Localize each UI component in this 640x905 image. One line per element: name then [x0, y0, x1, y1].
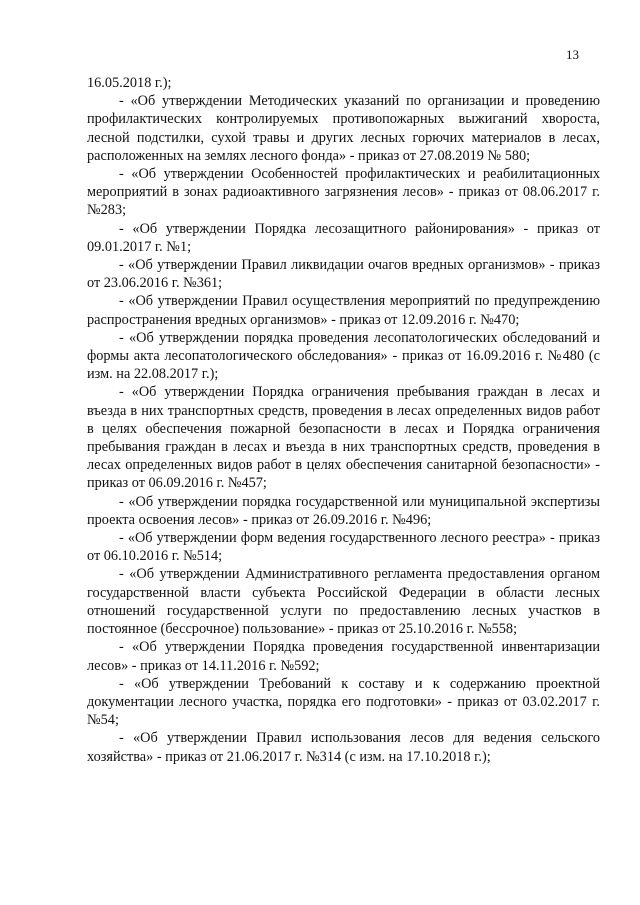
- list-item: - «Об утверждении Особенностей профилактических и реабилитационных мероприятий в зонах радиоактивного загрязнения лесов» - приказ от 08.06.2017 г. №283;: [87, 166, 600, 219]
- page-number: 13: [566, 47, 579, 62]
- document-body: [87, 74, 600, 766]
- list-item: - «Об утверждении Требований к составу и к содержанию проектной документации лесного участка, порядка его подготовки» - приказ от 03.02.2017 г. №54;: [87, 675, 600, 729]
- list-item: - «Об утверждении Правил использования лесов для ведения сельского хозяйства» - приказ от 21.06.2017 г. №314 (с изм. на 17.10.2018 г.);: [87, 730, 600, 765]
- list-item: - «Об утверждении Порядка проведения государственной инвентаризации лесов» - приказ от 14.11.2016 г. №592;: [87, 639, 600, 674]
- list-item: - «Об утверждении Порядка ограничения пребывания граждан в лесах и въезда в них транспортных средств, проведения в лесах определенных видов работ в целях обеспечения пожарной безопасности в лесах и Порядка ограничения пребывания граждан в лесах и въезда в них транспортных средств, проведения в лесах определенных видов работ в целях обеспечения санитарной безопасности» - приказ от 06.09.2016 г. №457;: [87, 384, 600, 492]
- list-item: - «Об утверждении порядка проведения лесопатологических обследований и формы акта лесопатологического обследования» - приказ от 16.09.2016 г. №480 (с изм. на 22.08.2017 г.);: [87, 329, 600, 383]
- list-item: - «Об утверждении Административного регламента предоставления органом государственной власти субъекта Российской Федерации в области лесных отношений государственной услуги по предоставлению лесных участков в постоянное (бессрочное) пользование» - приказ от 25.10.2016 г. №558;: [87, 566, 600, 638]
- list-item: - «Об утверждении форм ведения государственного лесного реестра» - приказ от 06.10.2016 г. №514;: [87, 530, 600, 565]
- paragraph-continuation: 16.05.2018 г.);: [87, 75, 172, 91]
- list-item: - «Об утверждении Методических указаний по организации и проведению профилактических контролируемых противопожарных выжиганий хвороста, лесной подстилки, сухой травы и других лесных горючих материалов в лесах, расположенных на землях лесного фонда» - приказ от 27.08.2019 № 580;: [87, 93, 600, 164]
- list-item: - «Об утверждении Порядка лесозащитного районирования» - приказ от 09.01.2017 г. №1;: [87, 220, 600, 255]
- list-item: - «Об утверждении Правил осуществления мероприятий по предупреждению распространения вредных организмов» - приказ от 12.09.2016 г. №470;: [87, 293, 600, 328]
- list-item: - «Об утверждении Правил ликвидации очагов вредных организмов» - приказ от 23.06.2016 г. №361;: [87, 257, 600, 292]
- list-item: - «Об утверждении порядка государственной или муниципальной экспертизы проекта освоения лесов» - приказ от 26.09.2016 г. №496;: [87, 493, 600, 528]
